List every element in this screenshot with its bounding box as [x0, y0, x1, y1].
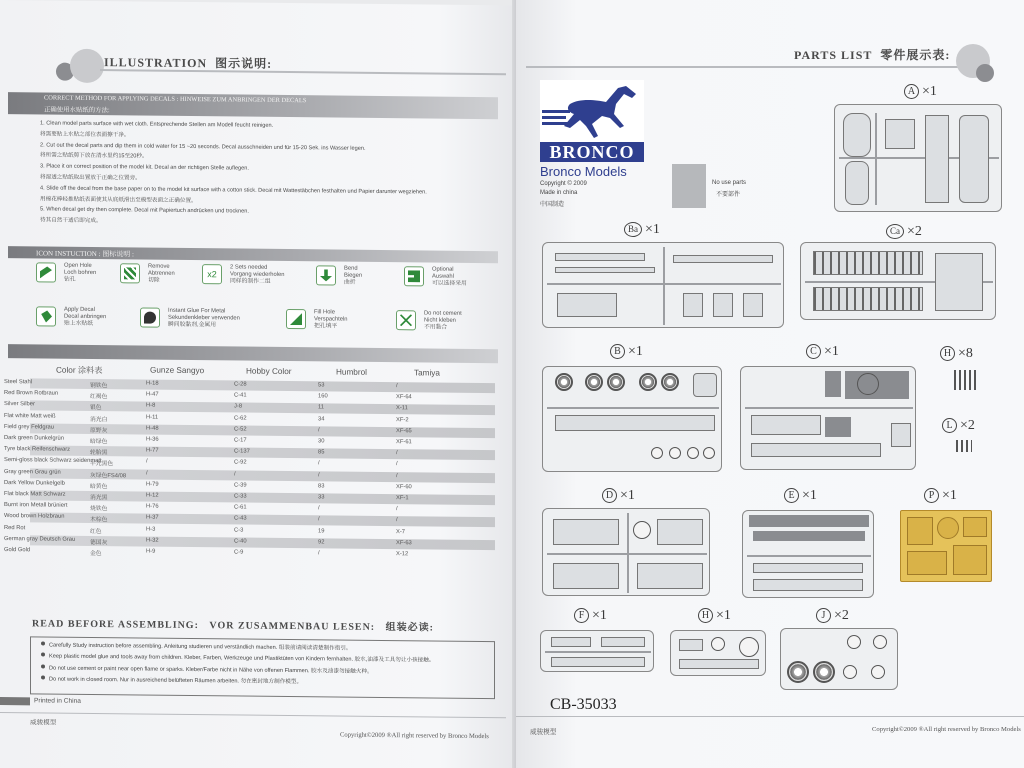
printed-in-china: Printed in China [34, 697, 81, 705]
color-cn-cell: 半光黑色 [90, 461, 114, 468]
color-cn-cell: 消光黑 [90, 494, 108, 502]
sprue-label-Ba [624, 222, 660, 238]
color-chart-band [8, 344, 498, 363]
icon-label: 不用黏合 [424, 324, 448, 331]
sprue-L-parts [956, 440, 972, 452]
hobby-cell: C-92 [234, 459, 247, 466]
icon-entry-bend [316, 265, 404, 302]
icon-label: 曲折 [344, 279, 356, 286]
humbrol-cell: 83 [318, 483, 325, 490]
sprue-count: ×2 [907, 224, 922, 239]
color-cn-cell: 木棕色 [90, 517, 108, 524]
gunze-cell: H-77 [146, 447, 159, 454]
remove-icon [120, 263, 140, 283]
humbrol-cell: 19 [318, 527, 325, 534]
sprue-E-drawing [742, 510, 874, 598]
humbrol-cell: 160 [318, 393, 328, 400]
sprue-D-drawing [542, 508, 710, 596]
sprue-B-drawing [542, 366, 722, 472]
color-name-cell: Flat black Matt Schwarz [4, 491, 66, 498]
hobby-cell: C-41 [234, 392, 247, 399]
hobby-cell: C-17 [234, 437, 247, 444]
header-circle-dark-right [976, 64, 994, 82]
humbrol-cell: / [318, 550, 320, 557]
read-before-box [30, 636, 495, 699]
icon-label: Instant Glue For Metal [168, 307, 226, 315]
no-use-swatch [672, 164, 706, 208]
icon-label: Bend [344, 265, 358, 272]
sprue-H-parts [954, 370, 976, 390]
sprue-letter: J [816, 608, 831, 623]
decal-step: 5. When decal get dry then complete. Decal mit Papiertuch andrücken und trocknen. [40, 206, 249, 215]
gunze-cell: H-32 [146, 537, 159, 544]
parts-list-title: PARTS LIST 零件展示表: [794, 48, 951, 62]
sprue-letter: E [784, 488, 799, 503]
sprue-count: ×2 [834, 608, 849, 623]
icon-label: Fill Hole [314, 309, 335, 316]
hobby-cell: / [234, 471, 236, 478]
color-name-cell: Wood brown Holzbraun [4, 513, 65, 521]
icon-label: 2 Sets needed [230, 264, 268, 271]
tamiya-cell: XF-1 [396, 495, 409, 502]
icon-label: Open Hole [64, 262, 92, 269]
footer-rule-right [516, 716, 1024, 717]
icon-entry-glue [140, 307, 240, 344]
icon-label: Vorgang wiederholen [230, 271, 285, 278]
tamiya-cell: X-11 [396, 405, 408, 412]
sprue-count: ×2 [960, 418, 975, 433]
sprue-letter: P [924, 488, 939, 503]
color-name-cell: Silver Silber [4, 401, 35, 408]
color-cn-cell: 银色 [90, 405, 102, 412]
fill-hole-icon [286, 309, 306, 329]
icon-label: 把孔填平 [314, 323, 338, 330]
gunze-cell: H-79 [146, 481, 159, 488]
decal-steps [40, 120, 510, 233]
sprue-count: ×1 [620, 488, 635, 503]
tamiya-cell: XF-61 [396, 439, 412, 446]
tamiya-col-header: Tamiya [414, 368, 440, 378]
sprue-label-C [806, 344, 839, 360]
sprue-H-drawing [670, 630, 766, 676]
humbrol-cell: 92 [318, 539, 325, 546]
sprue-letter: Ca [886, 224, 904, 239]
icon-label: Biegen [344, 272, 363, 279]
decal-step: 4. Slide off the decal from the base paper on to the model kit surface with a cotton stick. Decal mit Wattestäbchen festhalten und Papier darunter wegziehen. [40, 185, 427, 196]
sprue-count: ×1 [802, 488, 817, 503]
tamiya-cell: X-12 [396, 551, 409, 558]
sprue-count: ×8 [958, 346, 973, 361]
tamiya-cell: XF-64 [396, 394, 412, 401]
sprue-letter: B [610, 344, 625, 359]
color-name-cell: Red Rot [4, 524, 26, 531]
sprue-letter: C [806, 344, 821, 359]
decal-step: 3. Place it on correct position of the model kit. Decal an der richtigen Stelle auflegen. [40, 163, 249, 172]
sprue-label-H1 [698, 608, 731, 624]
color-name-cell: Gray green Grau grün [4, 468, 61, 476]
bend-icon [316, 265, 336, 285]
humbrol-cell: 30 [318, 438, 325, 445]
color-name-cell: Red Brown Rotbraun [4, 390, 59, 397]
decal-step: 用棉花棒轻推贴纸表面使其从底纸滑出至模型表面之正确位置。 [40, 195, 197, 204]
sprue-label-F [574, 608, 607, 624]
humbrol-cell: 34 [318, 415, 325, 422]
tamiya-cell: XF-63 [396, 539, 412, 547]
color-name-cell: Dark green Dunkelgrün [4, 435, 64, 442]
sprue-count: ×1 [645, 222, 660, 237]
sprue-label-A [904, 84, 937, 100]
icon-label: Sekundenkleber verwenden [168, 314, 240, 322]
hobby-cell: C-137 [234, 448, 250, 455]
brand-made-cn: 中国制造 [540, 202, 565, 208]
color-cn-cell: 金色 [90, 550, 102, 558]
humbrol-cell: / [318, 505, 320, 512]
color-cn-cell: 原野灰 [90, 427, 108, 434]
sprue-letter: H [698, 608, 713, 623]
icon-label: 钻孔 [64, 276, 76, 283]
sprue-count: ×1 [824, 344, 839, 359]
brand-made: Made in china [540, 190, 578, 196]
sprue-Ba-drawing [542, 242, 784, 328]
icon-label: 切除 [148, 277, 160, 284]
humbrol-col-header: Humbrol [336, 367, 367, 377]
decal-method-title-cn: 正确使用水贴纸的方法: [44, 106, 110, 115]
copyright-right: Copyright©2009 ®All right reserved by Bronco Models [872, 726, 1021, 733]
hobby-cell: C-3 [234, 527, 244, 534]
color-cn-cell: 烧铁色 [90, 506, 108, 513]
brand-subtitle: Bronco Models [540, 164, 627, 179]
color-name-cell: Field grey Feldgrau [4, 423, 54, 431]
x2-icon: x2 [202, 264, 222, 284]
sprue-count: ×1 [592, 608, 607, 623]
sprue-label-H8 [940, 346, 973, 362]
read-item: Carefully Study instruction before assembling. Anleitung studieren und verständlich machen. 组装前请阅读清楚制作指引。 [41, 641, 494, 654]
decal-step: 将需要贴上水贴之部位表面擦干净。 [40, 131, 130, 139]
gunze-cell: H-48 [146, 425, 159, 432]
sprue-count: ×1 [922, 84, 937, 99]
tamiya-cell: / [396, 383, 398, 390]
sprue-Ca-drawing [800, 242, 996, 320]
tamiya-cell: XF-2 [396, 416, 409, 423]
footer-rule [0, 712, 506, 718]
color-cn-cell: 暗绿色 [90, 438, 108, 446]
humbrol-cell: / [318, 460, 320, 467]
decal-step: 将湿透之贴纸取出置放于正确之位置旁。 [40, 174, 141, 182]
icon-label: Nicht kleben [424, 317, 456, 324]
icon-label: 贴上水贴纸 [64, 320, 93, 327]
illustration-title: ILLUSTRATION 图示说明: [104, 55, 273, 71]
gunze-cell: H-8 [146, 402, 156, 410]
no-cement-icon [396, 310, 416, 330]
icon-instruction-band [8, 246, 498, 263]
icon-label: Auswahl [432, 273, 454, 280]
gunze-cell: H-11 [146, 414, 159, 421]
printed-bar [0, 697, 30, 705]
humbrol-cell: / [318, 516, 320, 523]
gunze-cell: H-36 [146, 436, 159, 443]
sprue-count: ×1 [942, 488, 957, 503]
decal-step: 待其自然干透后即完成。 [40, 217, 102, 225]
icon-entry-remove [120, 263, 208, 300]
tamiya-cell: XF-65 [396, 427, 412, 435]
hobby-cell: C-9 [234, 549, 244, 556]
tamiya-cell: X-7 [396, 528, 406, 535]
color-cn-cell: 钢铁色 [90, 382, 108, 390]
icon-entry-decal [36, 306, 124, 343]
humbrol-cell: 85 [318, 449, 325, 456]
header-circle-light [70, 49, 104, 83]
gunze-cell: H-3 [146, 526, 156, 533]
sprue-F-drawing [540, 630, 654, 672]
icon-label: Do not cement [424, 310, 462, 317]
read-item: Keep plastic model glue and tools away from children. Kleber, Farben, Werkzeuge und Plastiktüten von Kindern fernhalten. 胶水,油漆及工具勿让小孩接触。 [41, 652, 494, 665]
sprue-letter: D [602, 488, 617, 503]
hobby-cell: C-62 [234, 415, 247, 422]
tamiya-cell: XF-60 [396, 483, 412, 491]
sprue-J-drawing [780, 628, 898, 690]
copyright-left: Copyright©2009 ®All right reserved by Bronco Models [340, 731, 489, 741]
sprue-letter: F [574, 608, 589, 623]
sprue-label-B [610, 344, 643, 360]
brand-name: BRONCO [540, 142, 644, 162]
gunze-cell: H-12 [146, 492, 159, 499]
read-item: Do not use cement or paint near open flame or sparks. Kleber/Farbe nicht in Nähe von offenen Flammen. 胶水及油漆勿接触火种。 [41, 663, 494, 676]
humbrol-cell: 53 [318, 382, 325, 389]
gunze-cell: H-76 [146, 503, 159, 510]
hobby-cell: J-8 [234, 403, 243, 410]
color-cn-cell: 红褐色 [90, 394, 108, 401]
gunze-cell: / [146, 470, 148, 477]
decal-icon [36, 306, 56, 326]
sprue-label-Ca [886, 224, 922, 240]
icon-label: Apply Decal [64, 306, 95, 313]
humbrol-cell: 11 [318, 404, 325, 411]
sprue-label-L [942, 418, 975, 434]
right-page [516, 0, 1024, 768]
hobby-cell: C-39 [234, 482, 247, 489]
sprue-label-D [602, 488, 635, 504]
icon-legend [36, 262, 506, 331]
header-rule-right [526, 66, 966, 68]
color-cn-cell: 轮胎黑 [90, 450, 108, 457]
icon-label: 可以选择采用 [432, 280, 467, 287]
icon-instruction-title: ICON INSTUCTION : 图标说明 : [36, 249, 135, 259]
tamiya-cell: / [396, 461, 398, 468]
sprue-letter: A [904, 84, 919, 99]
sprue-count: ×1 [628, 344, 643, 359]
footer-cn-left: 威骏模型 [30, 719, 57, 727]
hobby-cell: C-28 [234, 381, 247, 388]
icon-entry-fill-hole [286, 309, 374, 346]
gunze-cell: H-18 [146, 380, 159, 387]
hobby-cell: C-52 [234, 426, 247, 433]
icon-label: Remove [148, 263, 170, 270]
no-use-label-cn: 不要部件 [716, 192, 741, 198]
tamiya-cell: / [396, 506, 398, 513]
hobby-cell: C-33 [234, 493, 247, 500]
decal-step: 2. Cut out the decal parts and dip them in cold water for 15 ~20 seconds. Decal ausschneiden und für 15-20 Sek. ins Wasser legen. [40, 142, 366, 152]
read-item: Do not work in closed room. Nur in ausreichend belüfteten Räumen arbeiten. 勿在密封地方制作模型。 [41, 674, 494, 687]
sprue-C-drawing [740, 366, 916, 470]
optional-icon [404, 266, 424, 286]
color-name-cell: Steel Stahl [4, 379, 33, 386]
icon-entry-no-cement [396, 310, 484, 347]
icon-entry-x2 [202, 264, 290, 301]
color-table [4, 364, 500, 558]
decal-step: 1. Clean model parts surface with wet cloth. Entsprechende Stellen am Modell feucht reinigen. [40, 120, 274, 129]
icon-label: Abtrennen [148, 270, 175, 277]
hobby-col-header: Hobby Color [246, 366, 292, 377]
humbrol-cell: 33 [318, 494, 325, 501]
tamiya-cell: / [396, 517, 398, 524]
color-col-header: Color 涂料表 [56, 365, 103, 376]
footer-cn-right: 威骏模型 [530, 729, 557, 736]
sprue-label-J [816, 608, 849, 624]
color-name-cell: Dark Yellow Dunkelgelb [4, 479, 65, 487]
color-cn-cell: 暗黄色 [90, 483, 108, 490]
color-name-cell: German gray Deutsch Grau [4, 535, 76, 543]
hobby-cell: C-61 [234, 504, 247, 511]
sprue-label-E [784, 488, 817, 504]
icon-entry-optional [404, 266, 492, 303]
color-name-cell: Flat white Matt weiß [4, 412, 56, 420]
color-cn-cell: 消光白 [90, 416, 108, 423]
color-name-cell: Tyre black Reifenschwarz [4, 446, 71, 453]
icon-label: Decal anbringen [64, 313, 107, 321]
humbrol-cell: / [318, 471, 320, 478]
gunze-cell: H-37 [146, 514, 159, 522]
color-cn-cell: 德国灰 [90, 539, 108, 546]
humbrol-cell: / [318, 427, 320, 434]
horse-logo-icon [540, 80, 644, 142]
sprue-letter: H [940, 346, 955, 361]
gunze-cell: / [146, 458, 148, 465]
kit-number: CB-35033 [550, 696, 617, 713]
icon-label: Verspachteln [314, 316, 348, 323]
color-cn-cell: 红色 [90, 528, 102, 535]
glue-icon [140, 307, 160, 327]
sprue-label-P [924, 488, 957, 504]
icon-label: Loch bohren [64, 269, 97, 277]
read-before-title: READ BEFORE ASSEMBLING: VOR ZUSAMMENBAU LESEN: 组装必读: [32, 618, 434, 634]
icon-entry-drill [36, 262, 124, 299]
brand-copyright: Copyright © 2009 [540, 181, 587, 187]
decal-method-band [8, 92, 498, 119]
decal-method-title: CORRECT METHOD FOR APPLYING DECALS : HINWEISE ZUM ANBRINGEN DER DECALS [44, 94, 307, 105]
gunze-col-header: Gunze Sangyo [150, 365, 205, 376]
bronco-logo [540, 80, 644, 164]
drill-icon [36, 262, 56, 282]
sprue-P-photo-etch [900, 510, 992, 582]
sprue-count: ×1 [716, 608, 731, 623]
sprue-letter: L [942, 418, 957, 433]
decal-step: 将所需之贴纸剪下放在清水里约15至20秒。 [40, 152, 148, 160]
sprue-A-drawing [834, 104, 1002, 212]
hobby-cell: C-40 [234, 538, 247, 545]
gunze-cell: H-47 [146, 391, 159, 398]
icon-label: 瞬间胶黏剂,金属用 [168, 321, 216, 329]
icon-label: 同样的制作二组 [230, 278, 271, 285]
color-name-cell: Semi-gloss black Schwarz seidenmatt [4, 457, 102, 465]
color-cn-cell: 灰绿色FS4/08 [90, 472, 127, 479]
color-name-cell: Burnt iron Metall brüniert [4, 502, 68, 509]
gunze-cell: H-9 [146, 548, 156, 555]
hobby-cell: C-43 [234, 515, 247, 522]
tamiya-cell: / [396, 472, 398, 479]
sprue-letter: Ba [624, 222, 642, 237]
tamiya-cell: / [396, 450, 398, 457]
color-name-cell: Gold Gold [4, 547, 31, 554]
icon-label: Optional [432, 266, 454, 273]
no-use-label: No use parts [712, 180, 747, 186]
